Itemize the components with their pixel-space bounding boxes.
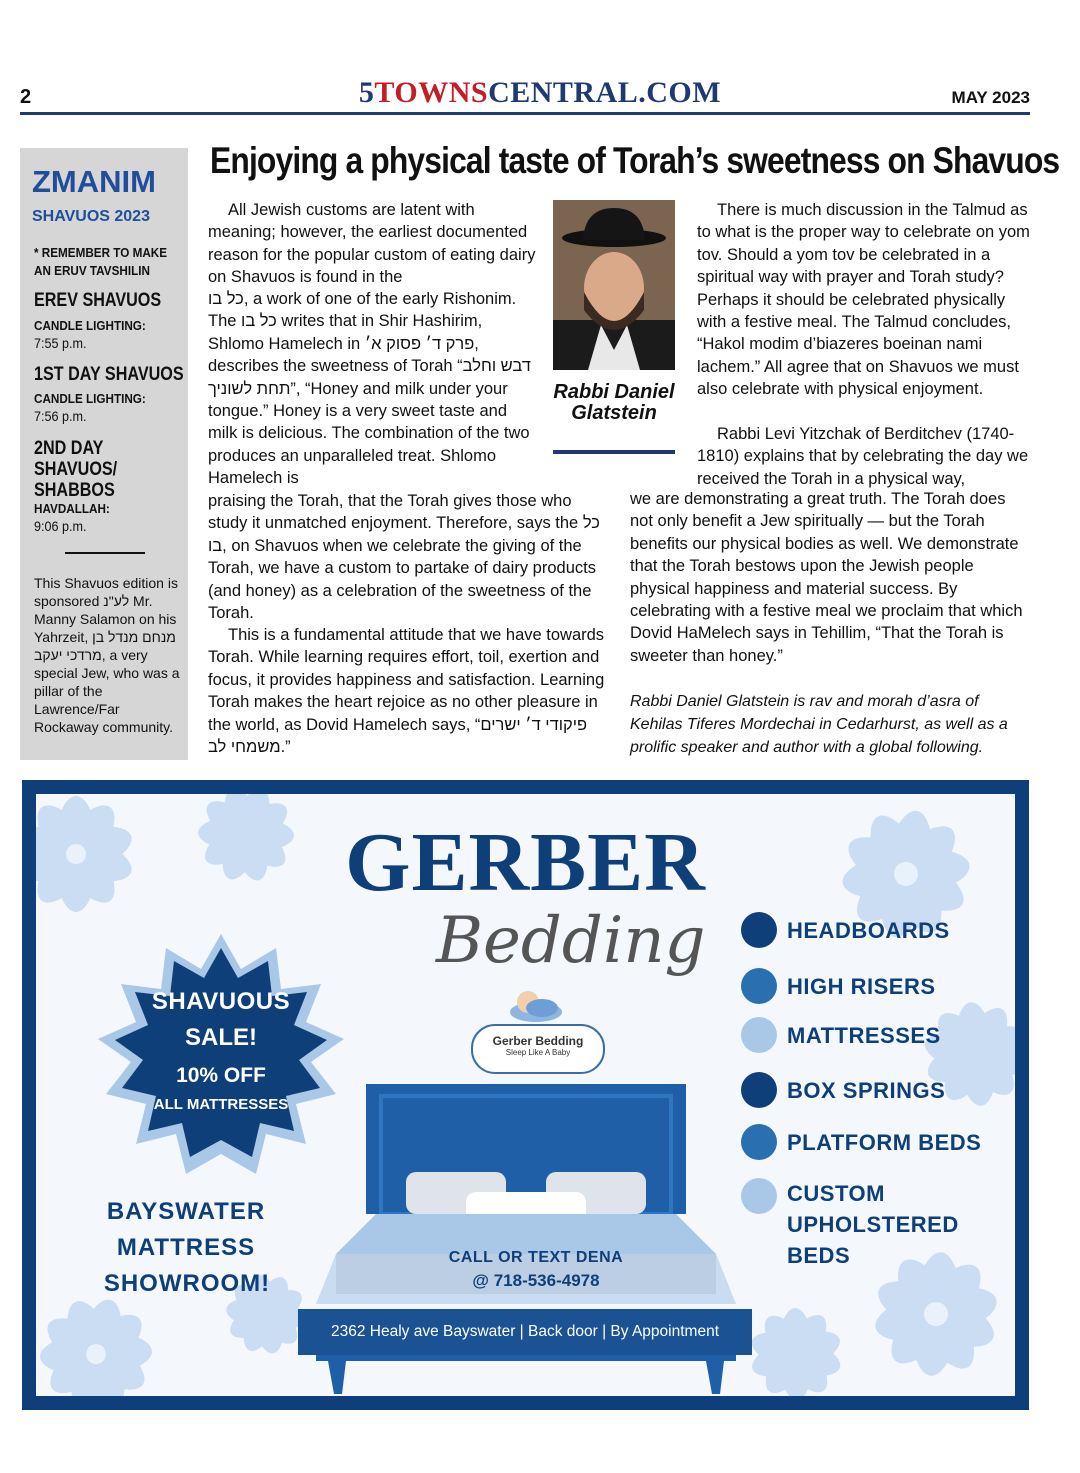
phone-number: @ 718-536-4978 [472,1271,600,1290]
masthead-logo [0,76,1080,110]
feature-label: CUSTOM UPHOLSTERED BEDS [787,1181,959,1268]
feature-item [741,1178,977,1271]
article-paragraph [208,624,606,758]
caption-rule [553,450,675,454]
article-paragraph [208,199,540,289]
page-number: 2 [20,86,32,108]
section-time: 7:55 p.m. [34,335,87,351]
article-paragraph [208,490,606,624]
paragraph-text: כל בו, a work of one of the early Rishonim. The כל בו writes that in Shir Hashirim, Shlomo Hamelech in פרק ד׳ פסוק א׳, describes the sweetness of Torah “דבש וחלב תחת לשוניך”, “Honey and milk under your tongue.” Honey is a very sweet taste and milk is delicious. The combination of the two produces an unparalleled treat. Shlomo Hamelech is [208,290,531,488]
section-label: CANDLE LIGHTING: [34,318,146,333]
sidebar-divider [65,552,145,554]
paragraph-text: There is much discussion in the Talmud as to what is the proper way to celebrate on yom tov. Should a yom tov be celebrated in a spiritual way with prayer and Torah study? Perhaps it should be celebrated physically with a festive meal. The Talmud concludes, “Hakol modim d’biazeres boeinan nami lachem.” All agree that on Shavuos we must also celebrate with physical enjoyment. [697,201,1030,399]
feature-label: MATTRESSES [787,1022,941,1048]
author-bio: Rabbi Daniel Glatstein is rav and morah d’asra of Kehilas Tiferes Mordechai in Cedarhurst, as well as a prolific speaker and author with a global following. [630,693,1008,756]
zmanim-sidebar [20,148,188,760]
gerber-bedding-ad [22,780,1029,1410]
paragraph-text: All Jewish customs are latent with meaning; however, the earliest documented reason for the popular custom of eating dairy on Shavuos is found in the [208,201,536,287]
masthead-five: 5 [358,76,375,109]
feature-item [741,1017,941,1053]
logo-name: Gerber Bedding [492,1034,584,1048]
logo-tagline: Sleep Like A Baby [505,1048,571,1057]
header-rule [20,112,1030,115]
ad-panel [36,794,1015,1396]
sale-discount: 10% OFF [176,1064,266,1087]
bullet-dot-icon [741,1178,777,1214]
feature-item [741,912,950,948]
paragraph-text: This is a fundamental attitude that we have towards Torah. While learning requires effort, toil, exertion and focus, it provides happiness and satisfaction. Learning Torah makes the heart rejoice as no other pleasure in the world, as Dovid Hamelech says, “פיקודי ד׳ ישרים משמחי לב.” [208,626,605,757]
section-label: CANDLE LIGHTING: [34,391,146,406]
call-to-action: CALL OR TEXT DENA [448,1249,624,1266]
masthead-towns: TOWNS [374,76,489,109]
photo-caption: Rabbi Daniel Glatstein [553,381,675,424]
section-heading: 1ST DAY SHAVUOS [34,364,184,385]
sponsor-note: This Shavuos edition is sponsored לע"נ Mr. Manny Salamon on his Yahrzeit, מנחם מנדל בן מרדכי יעקב, a very special Jew, who was a pillar of the Lawrence/Far Rockaway community. [34,575,180,735]
article-paragraph [208,288,540,490]
section-time: 7:56 p.m. [34,408,87,424]
masthead-central: CENTRAL.COM [488,76,722,109]
article-paragraph [697,199,1030,401]
feature-label: HIGH RISERS [787,973,936,999]
section-heading: 2ND DAY SHAVUOS/ SHABBOS [34,438,118,501]
author-portrait-illustration [553,200,675,370]
sale-scope: ALL MATTRESSES [153,1096,289,1113]
sale-subtitle: SALE! [185,1024,257,1051]
address-bar: 2362 Healy ave Bayswater | Back door | By Appointment [298,1309,752,1355]
sale-title: SHAVUOUS [151,988,291,1015]
showroom-line: BAYSWATER [106,1198,266,1225]
bullet-dot-icon [741,1017,777,1053]
article-paragraph [697,423,1030,490]
eruv-reminder: * REMEMBER TO MAKE AN ERUV TAVSHILIN [34,245,168,278]
feature-label: HEADBOARDS [787,917,950,943]
bullet-dot-icon [741,1124,777,1160]
zmanim-subtitle: SHAVUOS 2023 [32,208,150,225]
feature-item [741,1072,945,1108]
bullet-dot-icon [741,912,777,948]
feature-item [741,968,936,1004]
baby-logo-icon [506,984,566,1024]
article-paragraph [630,488,1030,667]
section-label: HAVDALLAH: [34,501,110,516]
section-heading: EREV SHAVUOS [34,290,162,311]
author-photo [553,200,675,370]
issue-date: MAY 2023 [951,88,1030,107]
paragraph-text: we are demonstrating a great truth. The Torah does not only benefit a Jew spiritually — but the Torah benefits our physical bodies as well. We demonstrate that the Torah bestows upon the Jewish people physical happiness and material success. By celebrating with a festive meal we proclaim that which Dovid HaMelech says in Tehillim, “That the Torah is sweeter than honey.” [630,490,1023,665]
paragraph-text: praising the Torah, that the Torah gives those who study it unmatched enjoyment. Therefore, says the כל בו, on Shavuos when we celebrate the giving of the Torah, we have a custom to partake of dairy products (and honey) as a celebration of the sweetness of the Torah. [208,492,600,623]
paragraph-text: Rabbi Levi Yitzchak of Berditchev (1740-1810) explains that by celebrating the day we received the Torah in a physical way, [697,425,1029,488]
showroom-line: MATTRESS [116,1234,256,1261]
section-time: 9:06 p.m. [34,518,87,534]
zmanim-title: ZMANIM [32,164,156,199]
showroom-line: SHOWROOM! [103,1270,271,1297]
brand-name: GERBER [345,816,706,909]
article-headline: Enjoying a physical taste of Torah’s sweetness on Shavuos [210,140,1060,181]
bullet-dot-icon [741,968,777,1004]
feature-label: BOX SPRINGS [787,1077,946,1103]
brand-script: Bedding [436,904,706,978]
feature-item [741,1124,981,1160]
feature-label: PLATFORM BEDS [787,1129,982,1155]
bullet-dot-icon [741,1072,777,1108]
